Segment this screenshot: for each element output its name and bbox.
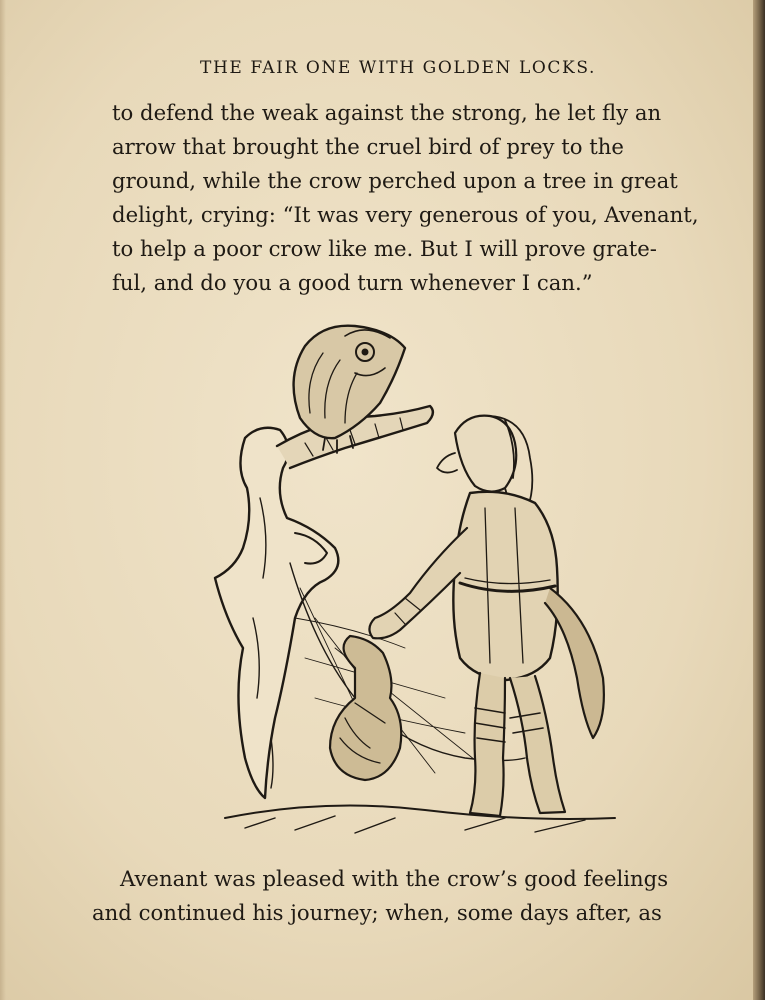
paragraph-2 xyxy=(92,862,702,930)
text-line: to defend the weak against the strong, he let fly an xyxy=(112,100,662,125)
text-line: ground, while the crow perched upon a tree in great xyxy=(112,168,678,193)
text-line: to help a poor crow like me. But I will prove grate- xyxy=(112,236,657,261)
text-line: delight, crying: “It was very generous of you, Avenant, xyxy=(112,202,699,227)
illustration-engraving xyxy=(205,318,625,843)
text-line: and continued his journey; when, some days after, as xyxy=(92,900,662,925)
page-left-edge xyxy=(0,0,6,1000)
text-line: ful, and do you a good turn whenever I can.” xyxy=(112,270,593,295)
engraving-owl-on-branch-and-man-with-net-icon xyxy=(205,318,625,843)
running-head: THE FAIR ONE WITH GOLDEN LOCKS. xyxy=(200,58,596,78)
text-line: arrow that brought the cruel bird of prey to the xyxy=(112,134,624,159)
book-spine-shadow xyxy=(753,0,765,1000)
paragraph-1 xyxy=(112,96,718,300)
text-line: Avenant was pleased with the crow’s good feelings xyxy=(120,866,669,891)
